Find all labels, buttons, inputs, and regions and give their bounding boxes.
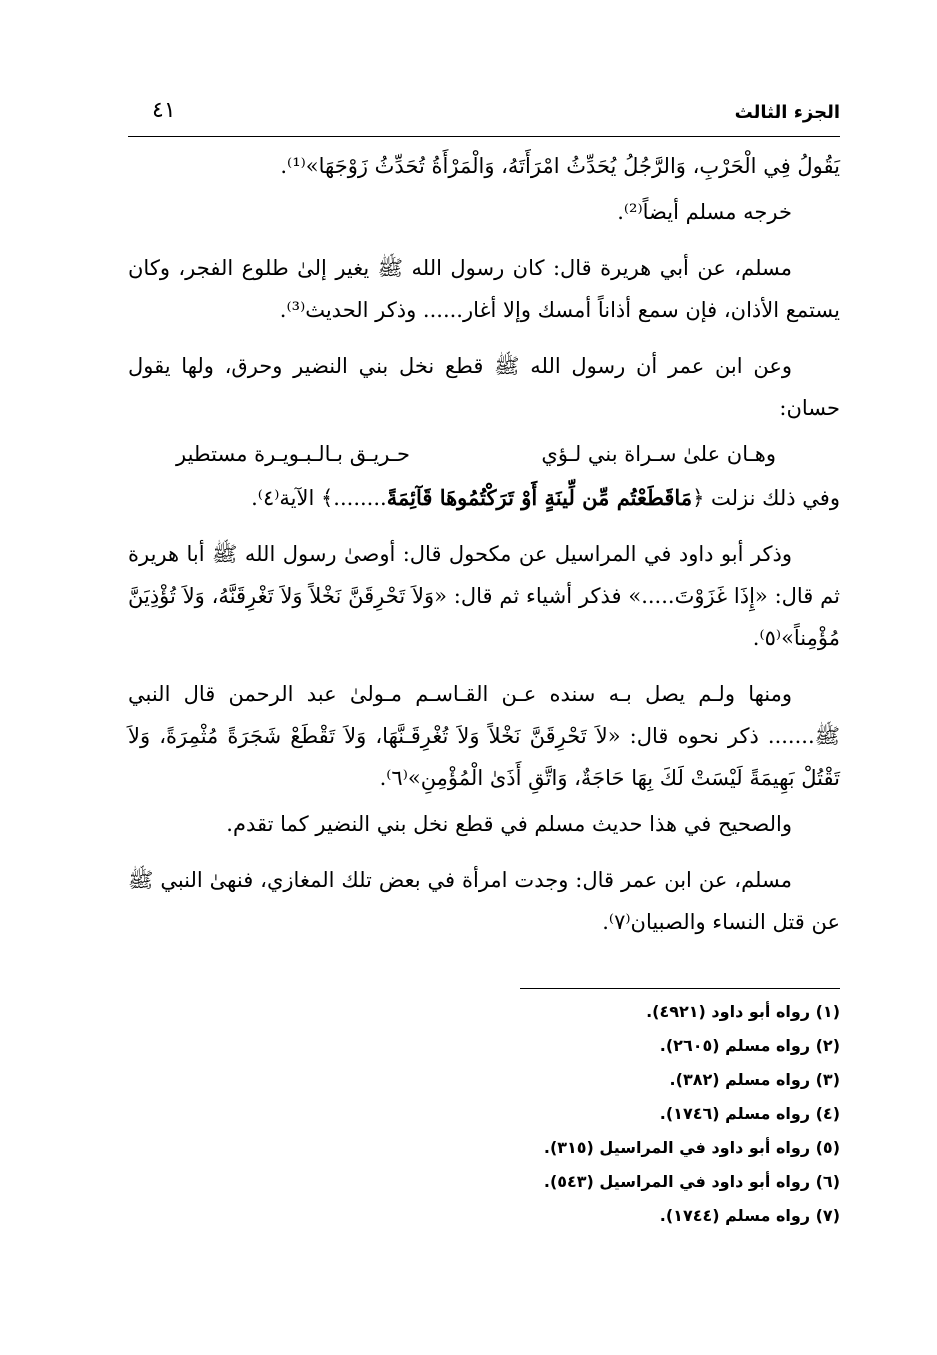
- paragraph-6: ومنها ولـم يصل بـه سنده عـن القـاسـم مـولىٰ عبد الرحمن قال النبي ﷺ....... ذكر نحوه قال: «لاَ تَحْرِقَنَّ نَخْلاً وَلاَ تُغْرِقَـنَّهَا، وَلاَ تَقْطَعْ شَجَرَةً مُثْمِرَةً، وَلاَ تَقْتُلْ بَهِيمَةً لَيْسَتْ لَكَ بِهَا حَاجَةٌ، وَاتَّقِ أَذَىٰ الْمُؤْمِنِ»⁽٦⁾.: [128, 682, 840, 790]
- footnote-separator: [520, 988, 840, 989]
- footnote-6: (٦) رواه أبو داود في المراسيل (٥٤٣).: [543, 1172, 840, 1191]
- paragraph-7: والصحيح في هذا حديث مسلم في قطع نخل بني النضير كما تقدم.: [226, 812, 792, 836]
- paragraph-8: مسلم، عن ابن عمر قال: وجدت امرأة في بعض تلك المغازي، فنهىٰ النبي ﷺ عن قتل النساء والصبيان⁽٧⁾.: [128, 868, 840, 934]
- verse-first-hemistich: وهـان علىٰ سـراة بني لـؤي: [541, 442, 776, 466]
- paragraph-1: يَقُولُ فِي الْحَرْبِ، وَالرَّجُلُ يُحَدِّثُ امْرَأَتَهُ، وَالْمَرْأَةُ تُحَدِّثُ زَوْجَهَا»⁽¹⁾.: [280, 154, 840, 178]
- poetry-verse: [128, 433, 840, 475]
- footnote-2: (٢) رواه مسلم (٢٦٠٥).: [659, 1036, 840, 1055]
- footnote-4: (٤) رواه مسلم (١٧٤٦).: [659, 1104, 840, 1123]
- running-title: الجزء الثالث: [734, 102, 840, 123]
- paragraph-2: خرجه مسلم أيضاً⁽²⁾.: [617, 200, 792, 224]
- paragraph-4: وعن ابن عمر أن رسول الله ﷺ قطع نخل بني النضير وحرق، ولها يقول حسان:: [128, 354, 840, 420]
- verse-second-hemistich: حـريـق بـالـبـويـرة مستطير: [176, 442, 410, 466]
- footnote-1: (١) رواه أبو داود (٤٩٢١).: [646, 1002, 840, 1021]
- paragraph-5: وذكر أبو داود في المراسيل عن مكحول قال: أوصىٰ رسول الله ﷺ أبا هريرة ثم قال: «إِذَا غَزَوْتَ.....» فذكر أشياء ثم قال: «وَلاَ تَحْرِقَنَّ نَخْلاً وَلاَ تَغْرِقَنَّهُ، وَلاَ تُؤْذِيَنَّ مُؤْمِناً»⁽٥⁾.: [128, 542, 840, 650]
- quran-reference-line: [128, 477, 840, 519]
- paragraph-3: مسلم، عن أبي هريرة قال: كان رسول الله ﷺ يغير إلىٰ طلوع الفجر، وكان يستمع الأذان، فإن سمع أذاناً أمسك وإلا أغار...... وذكر الحديث⁽³⁾.: [128, 256, 840, 322]
- quran-outro: ........﴾ الآية⁽٤⁾.: [251, 486, 387, 510]
- page-number: ٤١: [152, 98, 176, 123]
- footnote-5: (٥) رواه أبو داود في المراسيل (٣١٥).: [543, 1138, 840, 1157]
- footnote-7: (٧) رواه مسلم (١٧٤٤).: [659, 1206, 840, 1225]
- footnotes: [128, 988, 840, 1233]
- quran-verse: مَاقَطَعْتُم مِّن لِّينَةٍ أَوْ تَرَكْتُمُوهَا قَآئِمَةً: [386, 485, 693, 510]
- page-header: [128, 96, 840, 137]
- quran-intro: وفي ذلك نزلت ﴿: [692, 486, 840, 510]
- main-text: [128, 145, 840, 957]
- footnote-3: (٣) رواه مسلم (٣٨٢).: [669, 1070, 840, 1089]
